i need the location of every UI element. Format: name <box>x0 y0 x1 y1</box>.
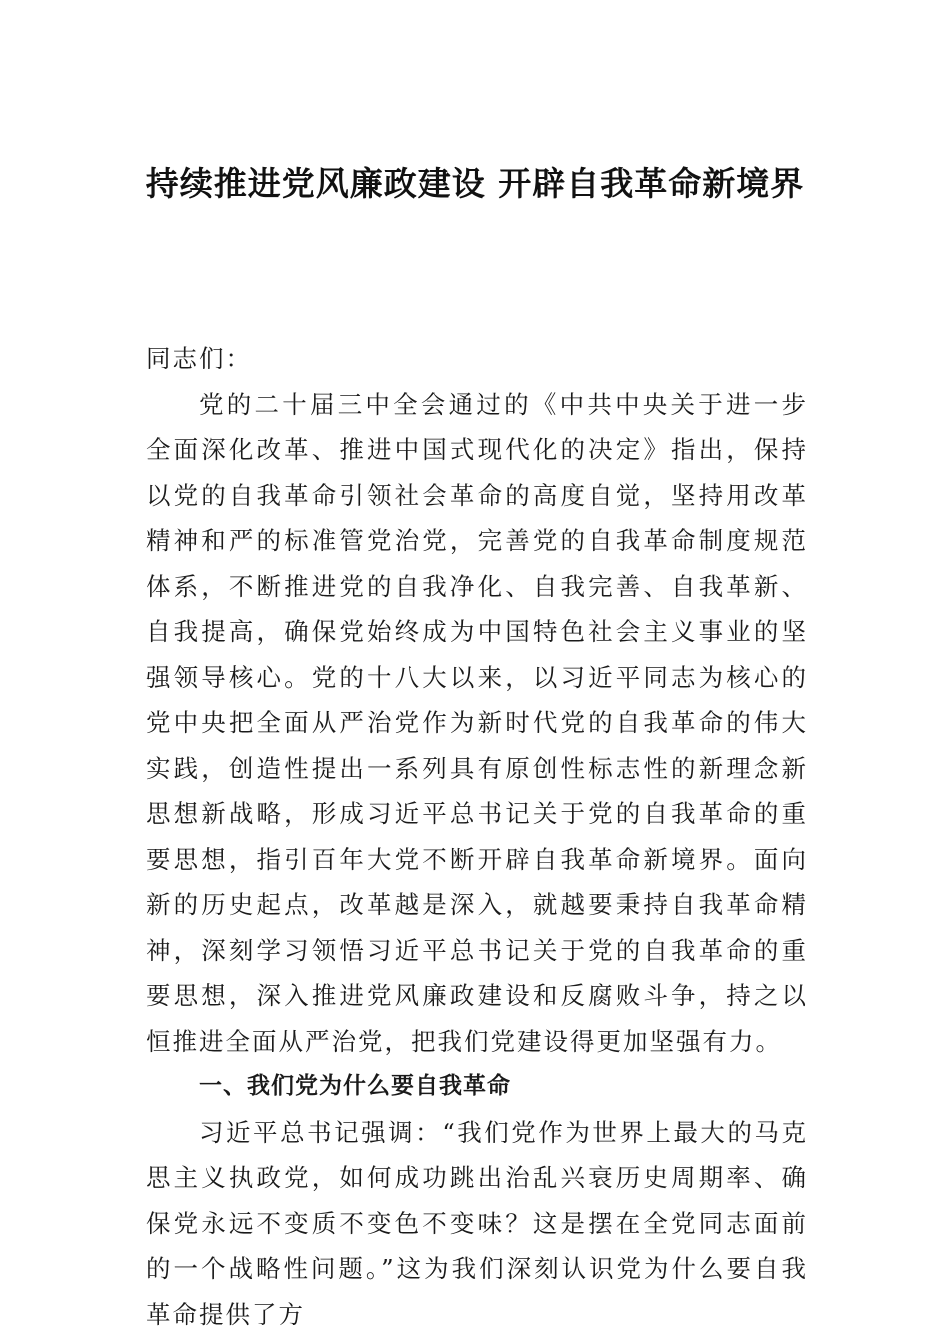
document-title: 持续推进党风廉政建设 开辟自我革命新境界 <box>145 164 805 203</box>
paragraph-2: 习近平总书记强调：“我们党作为世界上最大的马克思主义执政党，如何成功跳出治乱兴衰历史周期率、确保党永远不变质不变色不变味？这是摆在全党同志面前的一个战略性问题。”这为我们深刻认识党为什么要自我革命提供了方 <box>146 1117 808 1329</box>
document-body <box>146 336 808 1337</box>
section-heading-1: 一、我们党为什么要自我革命 <box>199 1073 511 1099</box>
salutation: 同志们： <box>146 344 252 373</box>
paragraph-1: 党的二十届三中全会通过的《中共中央关于进一步全面深化改革、推进中国式现代化的决定》指出，保持以党的自我革命引领社会革命的高度自觉，坚持用改革精神和严的标准管党治党，完善党的自我革命制度规范体系，不断推进党的自我净化、自我完善、自我革新、自我提高，确保党始终成为中国特色社会主义事业的坚强领导核心。党的十八大以来，以习近平同志为核心的党中央把全面从严治党作为新时代党的自我革命的伟大实践，创造性提出一系列具有原创性标志性的新理念新思想新战略，形成习近平总书记关于党的自我革命的重要思想，指引百年大党不断开辟自我革命新境界。面向新的历史起点，改革越是深入，就越要秉持自我革命精神，深刻学习领悟习近平总书记关于党的自我革命的重要思想，深入推进党风廉政建设和反腐败斗争，持之以恒推进全面从严治党，把我们党建设得更加坚强有力。 <box>146 389 808 1056</box>
